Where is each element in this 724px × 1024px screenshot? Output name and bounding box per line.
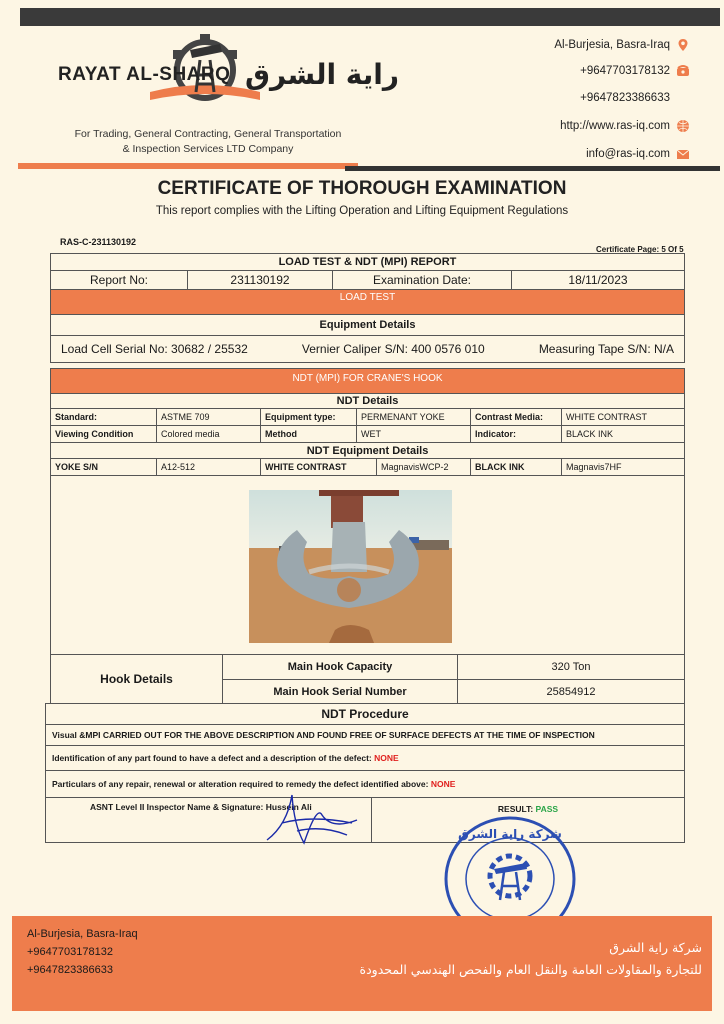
black-ink-value: Magnavis7HF	[561, 458, 685, 476]
logo-text-en: RAYAT AL-SHARQ	[58, 64, 231, 85]
report-heading: LOAD TEST & NDT (MPI) REPORT	[50, 253, 685, 271]
hook-details-label: Hook Details	[50, 654, 223, 704]
viewing-condition-value: Colored media	[156, 425, 261, 443]
header-rule-orange	[18, 163, 358, 169]
repair-value: NONE	[430, 779, 456, 789]
method-label: Method	[260, 425, 357, 443]
standard-value: ASTME 709	[156, 408, 261, 426]
vernier-caliper-serial: Vernier Caliper S/N: 400 0576 010	[301, 342, 485, 356]
exam-date-label: Examination Date:	[332, 270, 512, 290]
white-contrast-label: WHITE CONTRAST	[260, 458, 377, 476]
report-no-value: 231130192	[187, 270, 333, 290]
contact-phone-2: +9647823386633	[580, 92, 670, 104]
footer-phone-1: +9647703178132	[27, 946, 113, 958]
yoke-sn-label: YOKE S/N	[50, 458, 157, 476]
contact-address: Al-Burjesia, Basra-Iraq	[554, 38, 690, 52]
footer-arabic-description: للتجارة والمقاولات العامة والنقل العام والفحص الهندسي المحدودة	[359, 962, 702, 977]
svg-text:شركة راية الشرق: شركة راية الشرق	[458, 827, 562, 841]
equipment-row	[50, 335, 685, 363]
ndt-procedure-label: NDT Procedure	[45, 703, 685, 725]
equipment-details-label: Equipment Details	[50, 314, 685, 336]
location-pin-icon	[676, 38, 690, 52]
hook-serial-label: Main Hook Serial Number	[222, 679, 458, 704]
contact-email[interactable]: info@ras-iq.com	[586, 147, 690, 161]
certificate-number: RAS-C-231130192	[60, 237, 137, 247]
page-title: CERTIFICATE OF THOROUGH EXAMINATION	[157, 178, 567, 199]
inspector-name: Hussein Ali	[265, 802, 312, 812]
contrast-media-label: Contrast Media:	[470, 408, 562, 426]
globe-icon	[676, 119, 690, 133]
measuring-tape-serial: Measuring Tape S/N: N/A	[538, 342, 674, 356]
equipment-type-value: PERMENANT YOKE	[356, 408, 471, 426]
ndt-details-label: NDT Details	[50, 393, 685, 409]
result-value: PASS	[535, 804, 559, 814]
hook-capacity-value: 320 Ton	[457, 654, 685, 680]
footer-phone-2: +9647823386633	[27, 964, 113, 976]
phone-icon	[676, 64, 690, 78]
load-test-band: LOAD TEST	[50, 289, 685, 315]
defect-row	[45, 745, 685, 771]
defect-value: NONE	[374, 753, 399, 763]
indicator-label: Indicator:	[470, 425, 562, 443]
result-label: RESULT:	[497, 804, 534, 814]
inspector-signature	[262, 785, 362, 850]
contact-phone-1: +9647703178132	[580, 64, 690, 78]
header-top-bar	[20, 8, 720, 26]
page-subtitle: This report complies with the Lifting Operation and Lifting Equipment Regulations	[155, 205, 569, 217]
crane-hook-photo	[249, 490, 452, 643]
contact-website[interactable]: http://www.ras-iq.com	[560, 119, 690, 133]
standard-label: Standard:	[50, 408, 157, 426]
white-contrast-value: MagnavisWCP-2	[376, 458, 471, 476]
report-no-label: Report No:	[50, 270, 188, 290]
indicator-value: BLACK INK	[561, 425, 685, 443]
ndt-band: NDT (MPI) FOR CRANE'S HOOK	[50, 368, 685, 394]
certificate-page: Certificate Page: 5 Of 5	[596, 245, 684, 254]
footer-arabic-name: شركة راية الشرق	[609, 940, 702, 955]
ndt-equipment-label: NDT Equipment Details	[50, 442, 685, 459]
company-tagline: For Trading, General Contracting, General Transportation & Inspection Services LTD Company	[74, 128, 342, 155]
contrast-media-value: WHITE CONTRAST	[561, 408, 685, 426]
header-rule-dark	[345, 166, 720, 171]
yoke-sn-value: A12-512	[156, 458, 261, 476]
black-ink-label: BLACK INK	[470, 458, 562, 476]
repair-label: Particulars of any repair, renewal or alteration required to remedy the defect identified above:	[52, 779, 429, 789]
method-value: WET	[356, 425, 471, 443]
load-cell-serial: Load Cell Serial No: 30682 / 25532	[61, 342, 248, 356]
inspector-label: ASNT Level II Inspector Name & Signature:	[90, 802, 264, 812]
equipment-type-label: Equipment type:	[260, 408, 357, 426]
hook-capacity-label: Main Hook Capacity	[222, 654, 458, 680]
repair-row	[45, 770, 685, 798]
ndt-procedure-text: Visual &MPI CARRIED OUT FOR THE ABOVE DESCRIPTION AND FOUND FREE OF SURFACE DEFECTS AT THE TIME OF INSPECTION	[45, 724, 685, 746]
mail-icon	[676, 147, 690, 161]
exam-date-value: 18/11/2023	[511, 270, 685, 290]
footer-address: Al-Burjesia, Basra-Iraq	[27, 928, 138, 940]
defect-label: Identification of any part found to have a defect and a description of the defect:	[52, 753, 372, 763]
logo-text-ar: راية الشرق	[245, 58, 400, 91]
hook-serial-value: 25854912	[457, 679, 685, 704]
viewing-condition-label: Viewing Condition	[50, 425, 157, 443]
